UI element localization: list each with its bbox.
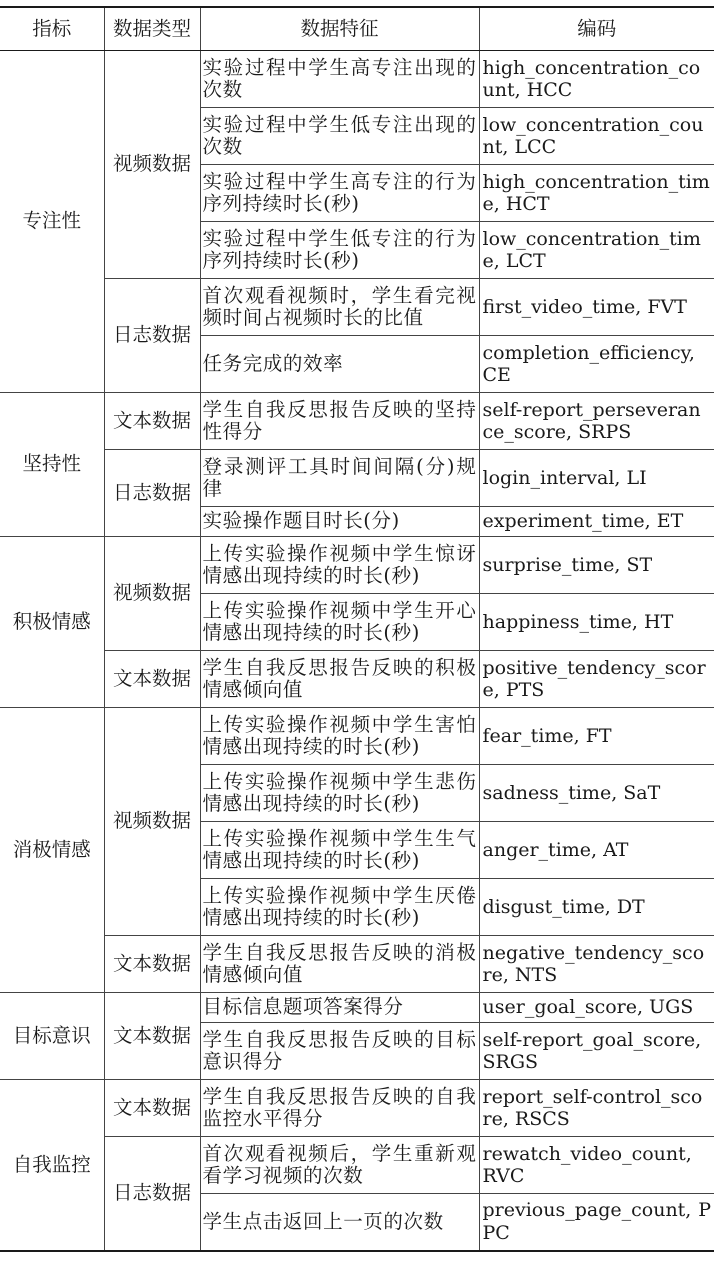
- code-cell: report_self-control_score, RSCS: [479, 1080, 714, 1137]
- code-cell: fear_time, FT: [479, 708, 714, 765]
- feature-cell: 实验过程中学生低专注的行为序列持续时长(秒): [200, 222, 479, 279]
- code-cell: completion_efficiency, CE: [479, 336, 714, 393]
- feature-cell: 目标信息题项答案得分: [200, 993, 479, 1023]
- header-code: 编码: [479, 7, 714, 51]
- data-type-cell: 文本数据: [104, 993, 200, 1080]
- data-type-cell: 视频数据: [104, 708, 200, 936]
- table-row: [0, 1080, 714, 1137]
- indicator-cell: 坚持性: [0, 393, 104, 537]
- code-cell: rewatch_video_count, RVC: [479, 1137, 714, 1194]
- feature-cell: 上传实验操作视频中学生开心情感出现持续的时长(秒): [200, 594, 479, 651]
- table-row: [0, 51, 714, 108]
- data-type-cell: 文本数据: [104, 393, 200, 450]
- feature-cell: 上传实验操作视频中学生悲伤情感出现持续的时长(秒): [200, 765, 479, 822]
- code-cell: positive_tendency_score, PTS: [479, 651, 714, 708]
- indicator-cell: 目标意识: [0, 993, 104, 1080]
- feature-cell: 实验过程中学生高专注的行为序列持续时长(秒): [200, 165, 479, 222]
- code-cell: high_concentration_time, HCT: [479, 165, 714, 222]
- table-row: [0, 393, 714, 450]
- feature-cell: 学生点击返回上一页的次数: [200, 1194, 479, 1251]
- code-cell: previous_page_count, PPC: [479, 1194, 714, 1251]
- table-row: [0, 651, 714, 708]
- feature-cell: 上传实验操作视频中学生害怕情感出现持续的时长(秒): [200, 708, 479, 765]
- feature-cell: 实验操作题目时长(分): [200, 507, 479, 537]
- feature-cell: 学生自我反思报告反映的自我监控水平得分: [200, 1080, 479, 1137]
- feature-cell: 登录测评工具时间间隔(分)规律: [200, 450, 479, 507]
- code-cell: low_concentration_count, LCC: [479, 108, 714, 165]
- indicator-cell: 积极情感: [0, 537, 104, 708]
- data-type-cell: 日志数据: [104, 279, 200, 393]
- table-row: [0, 279, 714, 336]
- indicator-cell: 自我监控: [0, 1080, 104, 1251]
- feature-cell: 实验过程中学生低专注出现的次数: [200, 108, 479, 165]
- code-cell: happiness_time, HT: [479, 594, 714, 651]
- data-type-cell: 视频数据: [104, 51, 200, 279]
- indicator-cell: 专注性: [0, 51, 104, 393]
- code-cell: surprise_time, ST: [479, 537, 714, 594]
- code-cell: high_concentration_count, HCC: [479, 51, 714, 108]
- code-cell: anger_time, AT: [479, 822, 714, 879]
- code-cell: experiment_time, ET: [479, 507, 714, 537]
- header-data-type: 数据类型: [104, 7, 200, 51]
- table-row: [0, 708, 714, 765]
- table-header-row: [0, 7, 714, 51]
- feature-cell: 学生自我反思报告反映的坚持性得分: [200, 393, 479, 450]
- table-row: [0, 1137, 714, 1194]
- feature-cell: 上传实验操作视频中学生惊讶情感出现持续的时长(秒): [200, 537, 479, 594]
- feature-cell: 学生自我反思报告反映的目标意识得分: [200, 1023, 479, 1080]
- code-cell: negative_tendency_score, NTS: [479, 936, 714, 993]
- data-type-cell: 文本数据: [104, 936, 200, 993]
- table-row: [0, 537, 714, 594]
- data-type-cell: 日志数据: [104, 1137, 200, 1251]
- code-cell: self-report_perseverance_score, SRPS: [479, 393, 714, 450]
- code-cell: sadness_time, SaT: [479, 765, 714, 822]
- code-cell: disgust_time, DT: [479, 879, 714, 936]
- data-type-cell: 文本数据: [104, 1080, 200, 1137]
- header-indicator: 指标: [0, 7, 104, 51]
- indicator-table: [0, 6, 714, 1252]
- data-type-cell: 视频数据: [104, 537, 200, 651]
- feature-cell: 任务完成的效率: [200, 336, 479, 393]
- feature-cell: 学生自我反思报告反映的积极情感倾向值: [200, 651, 479, 708]
- data-type-cell: 日志数据: [104, 450, 200, 537]
- code-cell: user_goal_score, UGS: [479, 993, 714, 1023]
- table-row: [0, 993, 714, 1023]
- code-cell: first_video_time, FVT: [479, 279, 714, 336]
- feature-cell: 上传实验操作视频中学生生气情感出现持续的时长(秒): [200, 822, 479, 879]
- data-type-cell: 文本数据: [104, 651, 200, 708]
- feature-cell: 首次观看视频后，学生重新观看学习视频的次数: [200, 1137, 479, 1194]
- table-row: [0, 450, 714, 507]
- code-cell: login_interval, LI: [479, 450, 714, 507]
- indicator-cell: 消极情感: [0, 708, 104, 993]
- header-feature: 数据特征: [200, 7, 479, 51]
- code-cell: self-report_goal_score, SRGS: [479, 1023, 714, 1080]
- feature-cell: 学生自我反思报告反映的消极情感倾向值: [200, 936, 479, 993]
- feature-cell: 实验过程中学生高专注出现的次数: [200, 51, 479, 108]
- feature-cell: 上传实验操作视频中学生厌倦情感出现持续的时长(秒): [200, 879, 479, 936]
- feature-cell: 首次观看视频时，学生看完视频时间占视频时长的比值: [200, 279, 479, 336]
- table-row: [0, 936, 714, 993]
- code-cell: low_concentration_time, LCT: [479, 222, 714, 279]
